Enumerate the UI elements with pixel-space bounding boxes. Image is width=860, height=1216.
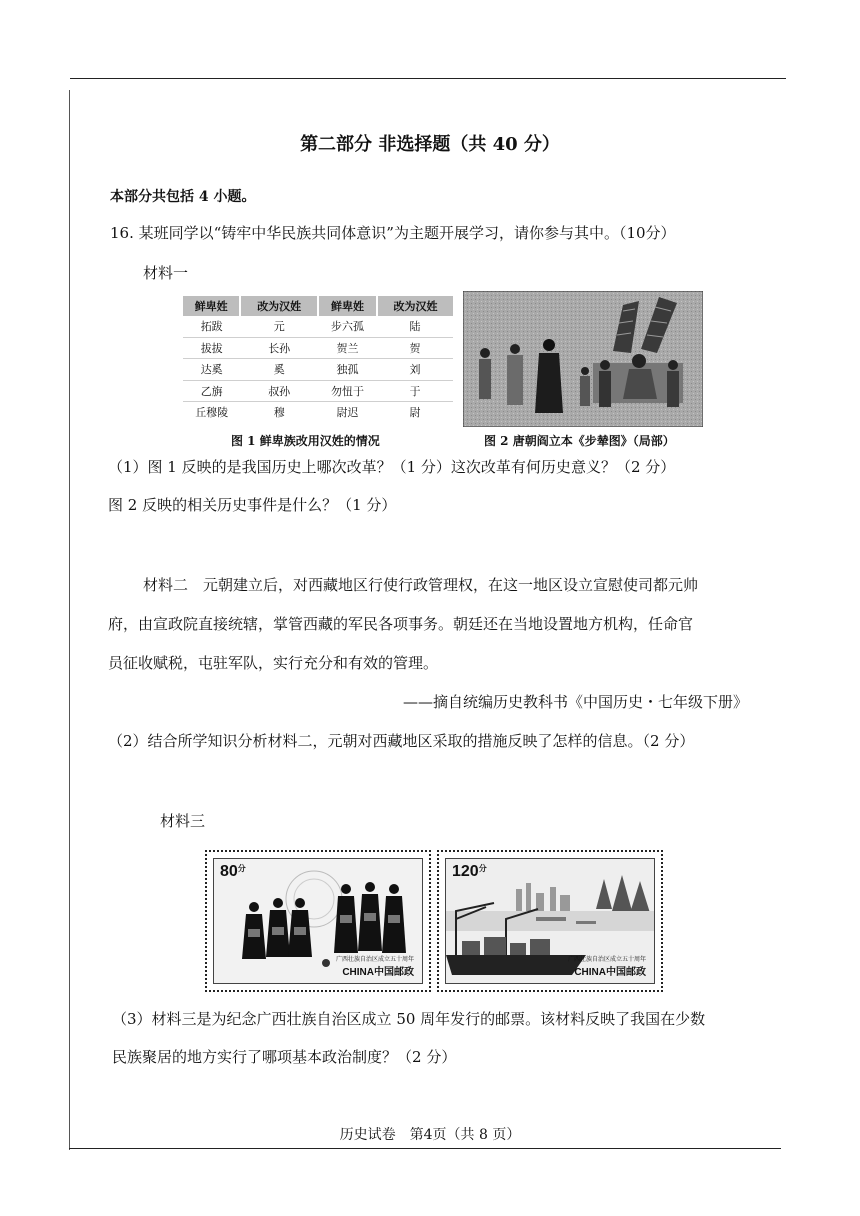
stamp-80-value	[220, 863, 246, 881]
stamp-120-brand: CHINA中国邮政	[574, 967, 646, 978]
table-cell: 达奚	[183, 359, 240, 381]
table-cell: 尉	[377, 402, 453, 423]
table-row	[183, 337, 453, 359]
table-cell: 尉迟	[318, 402, 377, 423]
table-cell: 勿忸于	[318, 380, 377, 402]
table-header: 鲜卑姓	[183, 296, 240, 316]
material-2-line-3: 员征收赋税，屯驻军队，实行充分和有效的管理。	[108, 654, 439, 672]
table-cell: 拓跋	[200, 320, 223, 334]
stamp-80-note: 广西壮族自治区成立五十周年	[335, 956, 414, 963]
section-intro: 本部分共包括 4 小题。	[110, 189, 256, 205]
stamp-80-value-unit: 分	[237, 864, 246, 873]
table-header: 鲜卑姓	[318, 296, 377, 316]
table-row	[183, 316, 453, 337]
stamp-120-note: 广西壮族自治区成立五十周年	[567, 956, 646, 963]
stamp-80-artwork	[213, 858, 423, 984]
table-cell: 长孙	[240, 337, 318, 359]
bottom-rule	[69, 1148, 781, 1149]
question-16-stem: 16. 某班同学以“铸牢中华民族共同体意识”为主题开展学习，请你参与其中。（10分）	[110, 224, 676, 242]
material-2-line-2: 府，由宣政院直接统辖，掌管西藏的军民各项事务。朝廷还在当地设置地方机构，任命官	[108, 615, 694, 633]
stamp-120-value	[452, 863, 487, 881]
question-1-line-2: 图 2 反映的相关历史事件是什么？（1 分）	[108, 496, 397, 514]
stamp-120-artwork	[445, 858, 655, 984]
surname-table	[183, 296, 453, 423]
left-border	[69, 90, 70, 1150]
question-3-line-2: 民族聚居的地方实行了哪项基本政治制度？（2 分）	[112, 1048, 457, 1066]
table-cell: 丘穆陵	[183, 402, 240, 423]
question-2: （2）结合所学知识分析材料二，元朝对西藏地区采取的措施反映了怎样的信息。（2 分）	[108, 732, 695, 750]
question-3-line-1: （3）材料三是为纪念广西壮族自治区成立 50 周年发行的邮票。该材料反映了我国在少数	[112, 1010, 706, 1028]
question-1-line-1: （1）图 1 反映的是我国历史上哪次改革？（1 分）这次改革有何历史意义？（2 分）	[108, 458, 676, 476]
table-row	[183, 380, 453, 402]
stamp-120-value-number: 120	[452, 863, 479, 880]
table-cell: 拔拔	[183, 337, 240, 359]
table-cell: 乙旃	[183, 380, 240, 402]
stamp-80-brand: CHINA中国邮政	[342, 967, 414, 978]
table-header: 改为汉姓	[240, 296, 318, 316]
table-cell: 穆	[240, 402, 318, 423]
page-footer: 历史试卷 第4页（共 8 页）	[339, 1127, 521, 1143]
table-header: 改为汉姓	[377, 296, 453, 316]
table-cell: 独孤	[318, 359, 377, 381]
material-2-source: ——摘自统编历史教科书《中国历史・七年级下册》	[402, 693, 748, 711]
table-cell: 元	[273, 320, 285, 334]
top-rule	[70, 78, 786, 79]
table-cell: 奚	[240, 359, 318, 381]
stamp-80-value-number: 80	[220, 863, 238, 880]
stamp-120	[437, 850, 663, 992]
table-cell: 于	[377, 380, 453, 402]
painting-image	[463, 291, 703, 427]
material-2-line-1: 材料二 元朝建立后，对西藏地区行使行政管理权，在这一地区设立宣慰使司都元帅	[143, 576, 699, 594]
table-cell: 贺	[377, 337, 453, 359]
table-row	[183, 402, 453, 423]
table-cell: 刘	[377, 359, 453, 381]
table-cell: 叔孙	[240, 380, 318, 402]
section-title: 第二部分 非选择题（共 40 分）	[300, 134, 560, 155]
figure-1-caption: 图 1 鲜卑族改用汉姓的情况	[231, 434, 380, 448]
table-header-row	[183, 296, 453, 316]
material-1-label: 材料一	[143, 264, 189, 282]
material-3-label: 材料三	[160, 812, 206, 830]
table-cell: 陆	[409, 320, 421, 334]
table-cell: 步六孤	[331, 320, 365, 334]
table-row	[183, 359, 453, 381]
stamp-120-value-unit: 分	[478, 864, 487, 873]
table-cell: 贺兰	[318, 337, 377, 359]
figure-2-caption: 图 2 唐朝阎立本《步辇图》（局部）	[484, 434, 675, 448]
stamp-80	[205, 850, 431, 992]
